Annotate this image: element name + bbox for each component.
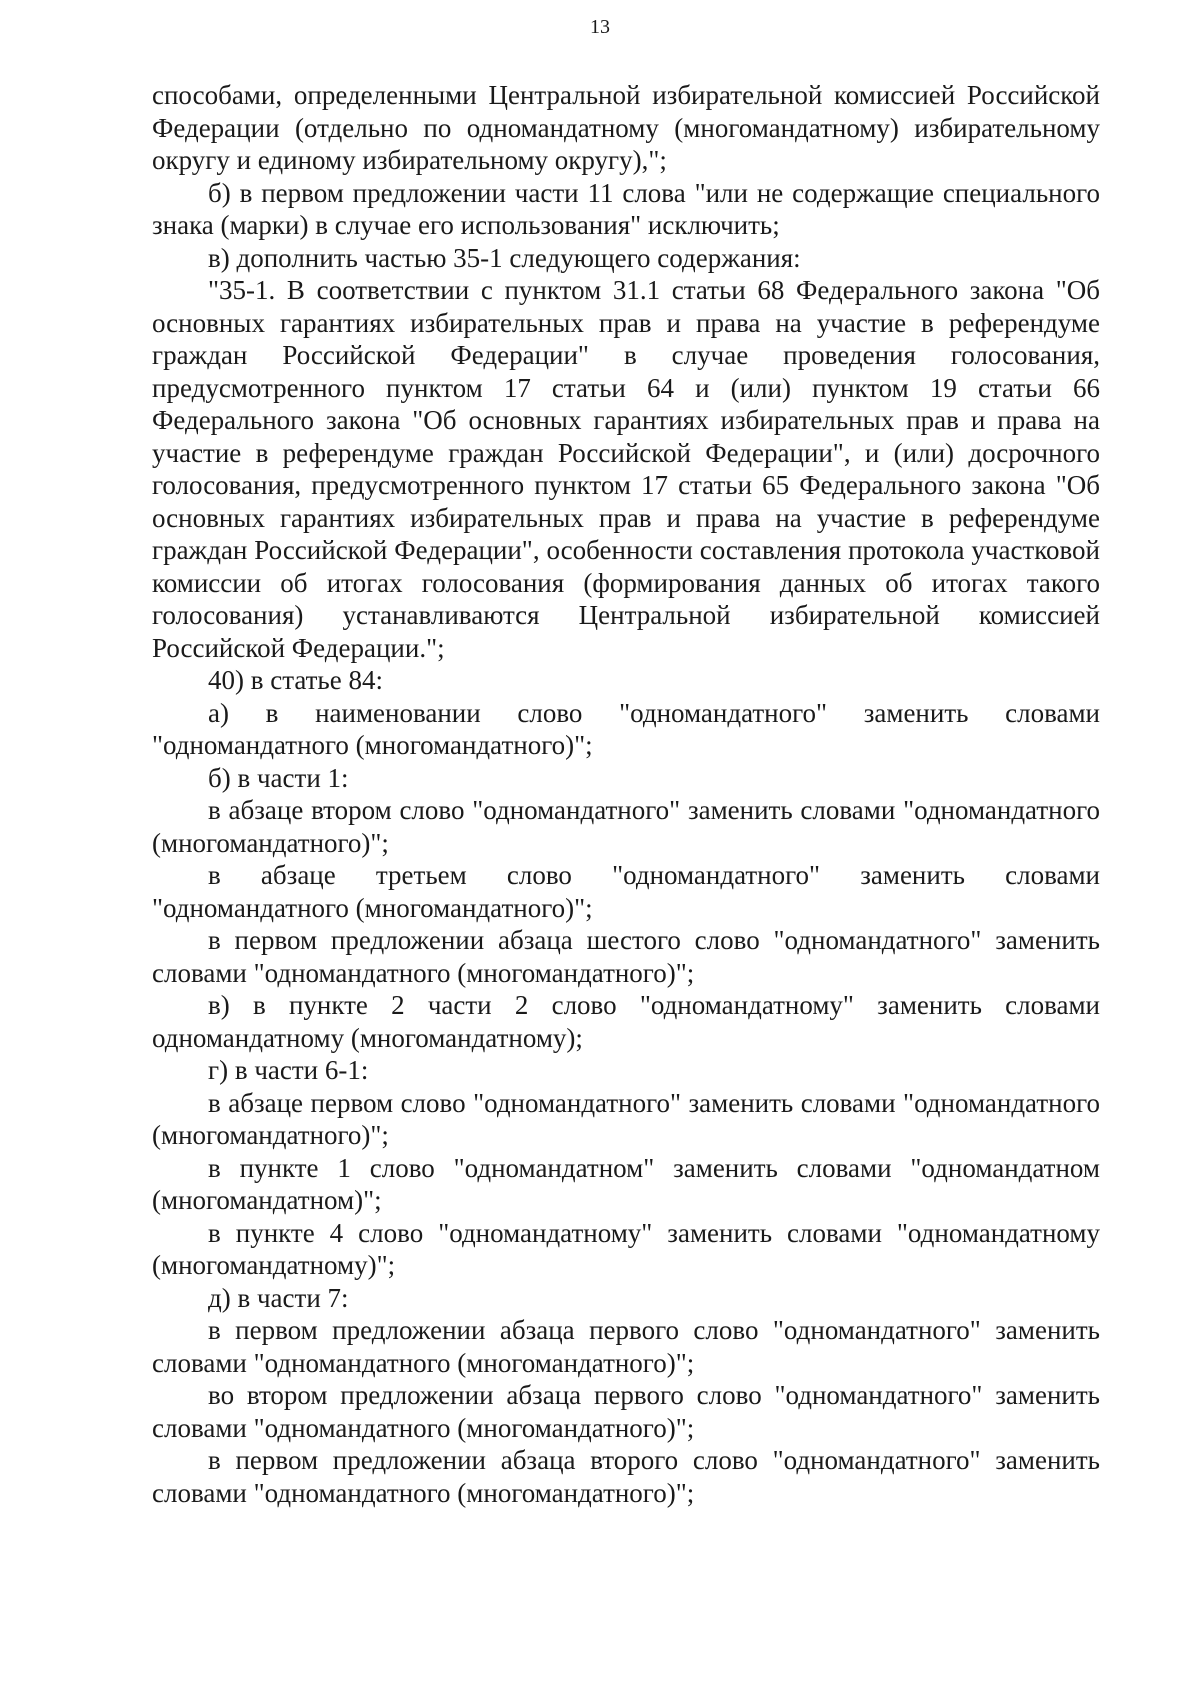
paragraph-6: а) в наименовании слово "одномандатного" заменить словами "одномандатного (многомандатного)"; [152,697,1100,760]
paragraph-14: в пункте 1 слово "одномандатном" заменить словами "одномандатном (многомандатном)"; [152,1152,1100,1215]
paragraph-12: г) в части 6-1: [208,1055,369,1085]
paragraph-4: "35-1. В соответствии с пунктом 31.1 статьи 68 Федерального закона "Об основных гарантиях избирательных прав и права на участие в референдуме граждан Российской Федерации" в случае проведения голосования, предусмотренного пунктом 17 статьи 64 и (или) пунктом 19 статьи 66 Федерального закона "Об основных гарантиях избирательных прав и права на участие в референдуме граждан Российской Федерации", и (или) досрочного голосования, предусмотренного пунктом 17 статьи 65 Федерального закона "Об основных гарантиях избирательных прав и права на участие в референдуме граждан Российской Федерации", особенности составления протокола участковой комиссии об итогах голосования (формирования данных об итогах такого голосования) устанавливаются Центральной избирательной комиссией Российской Федерации."; [152,275,1100,663]
paragraph-8: в абзаце втором слово "одномандатного" заменить словами "одномандатного (многомандатного)"; [152,795,1100,858]
paragraph-9: в абзаце третьем слово "одномандатного" заменить словами "одномандатного (многомандатного)"; [152,860,1100,923]
paragraph-13: в абзаце первом слово "одномандатного" заменить словами "одномандатного (многомандатного)"; [152,1087,1100,1150]
paragraph-17: в первом предложении абзаца первого слово "одномандатного" заменить словами "одномандатного (многомандатного)"; [152,1315,1100,1378]
paragraph-19: в первом предложении абзаца второго слово "одномандатного" заменить словами "одномандатного (многомандатного)"; [152,1445,1100,1508]
paragraph-16: д) в части 7: [208,1282,349,1313]
paragraph-15: в пункте 4 слово "одномандатному" заменить словами "одномандатному (многомандатному)"; [152,1217,1100,1280]
paragraph-10: в первом предложении абзаца шестого слово "одномандатного" заменить словами "одномандатного (многомандатного)"; [152,925,1100,988]
paragraph-3: в) дополнить частью 35-1 следующего содержания: [208,242,801,273]
paragraph-2: б) в первом предложении части 11 слова "или не содержащие специального знака (марки) в случае его использования" исключить; [152,177,1100,240]
paragraph-1: способами, определенными Центральной избирательной комиссией Российской Федерации (отдельно по одномандатному (многомандатному) избирательному округу и единому избирательному округу),"; [152,80,1100,175]
paragraph-18: во втором предложении абзаца первого слово "одномандатного" заменить словами "одномандатного (многомандатного)"; [152,1380,1100,1443]
document-body [152,79,1100,1509]
page-number: 13 [590,16,610,38]
paragraph-5: 40) в статье 84: [208,665,383,695]
paragraph-11: в) в пункте 2 части 2 слово "одномандатному" заменить словами одномандатному (многомандатному); [152,990,1100,1053]
paragraph-7: б) в части 1: [208,762,349,793]
